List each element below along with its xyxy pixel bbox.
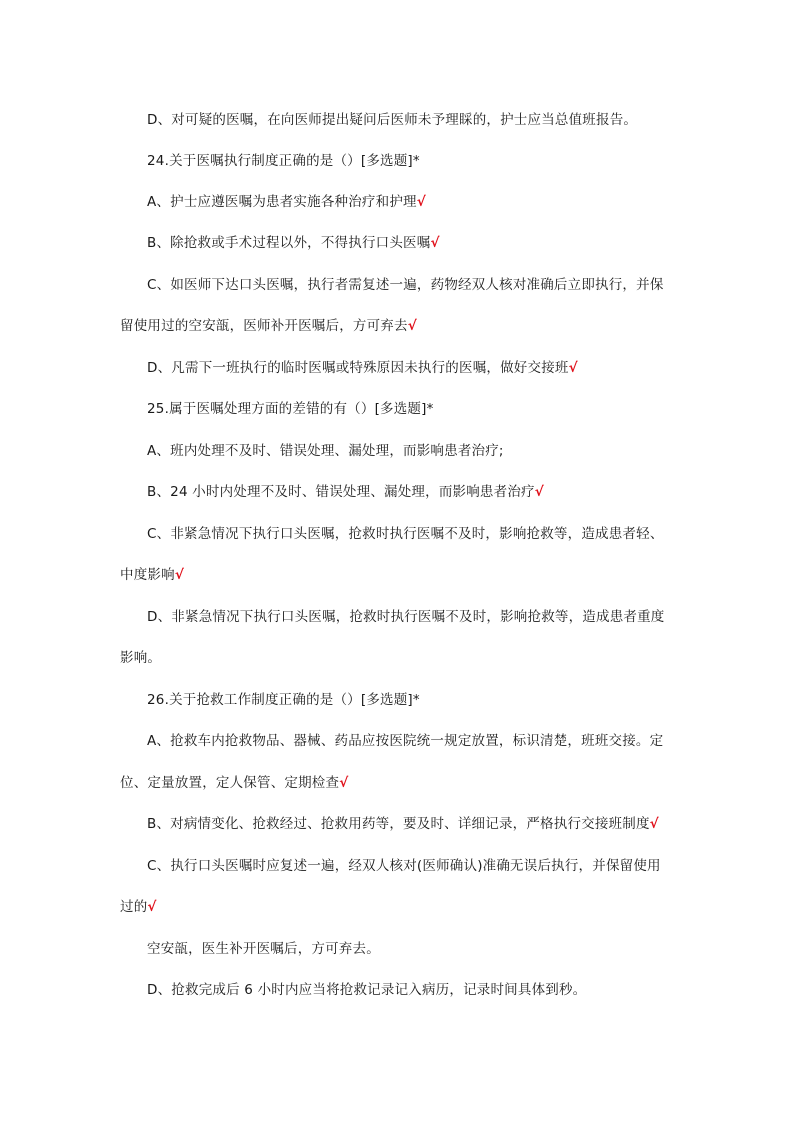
check-mark-icon: √ <box>147 899 157 915</box>
line-text: D、非紧急情况下执行口头医嘱，抢救时执行医嘱不及时，影响抢救等，造成患者重度 <box>147 609 665 625</box>
line-text: B、24 小时内处理不及时、错误处理、漏处理，而影响患者治疗 <box>147 484 535 500</box>
question-25-option-a <box>147 441 504 461</box>
question-24-option-b <box>147 233 440 253</box>
question-26-title <box>147 690 420 710</box>
line-text: 24.关于医嘱执行制度正确的是（）[多选题]* <box>147 153 420 169</box>
question-25-option-c <box>147 524 664 544</box>
line-text: D、抢救完成后 6 小时内应当将抢救记录记入病历，记录时间具体到秒。 <box>147 982 587 998</box>
check-mark-icon: √ <box>416 194 426 210</box>
check-mark-icon: √ <box>339 775 349 791</box>
question-24-option-d <box>147 358 578 378</box>
question-25-title <box>147 399 434 419</box>
question-23-option-d <box>147 110 637 130</box>
line-text: D、凡需下一班执行的临时医嘱或特殊原因未执行的医嘱，做好交接班 <box>147 360 569 376</box>
line-text: 位、定量放置，定人保管、定期检查 <box>120 775 340 791</box>
check-mark-icon: √ <box>407 318 417 334</box>
question-26-option-a <box>147 731 663 751</box>
question-24-option-a <box>147 192 426 212</box>
line-text: A、护士应遵医嘱为患者实施各种治疗和护理 <box>147 194 417 210</box>
line-text: C、执行口头医嘱时应复述一遍，经双人核对(医师确认)准确无误后执行，并保留使用 <box>147 858 661 874</box>
line-text: B、对病情变化、抢救经过、抢救用药等，要及时、详细记录，严格执行交接班制度 <box>147 816 650 832</box>
line-text: 中度影响 <box>120 567 175 583</box>
line-text: A、抢救车内抢救物品、器械、药品应按医院统一规定放置，标识清楚，班班交接。定 <box>147 733 664 749</box>
question-25-option-b <box>147 482 544 502</box>
line-text: B、除抢救或手术过程以外，不得执行口头医嘱 <box>147 235 431 251</box>
line-text: A、班内处理不及时、错误处理、漏处理，而影响患者治疗; <box>147 443 504 459</box>
line-text: 过的 <box>120 899 148 915</box>
question-26-option-b <box>147 814 659 834</box>
line-text: C、如医师下达口头医嘱，执行者需复述一遍，药物经双人核对准确后立即执行，并保 <box>147 277 664 293</box>
question-24-option-c <box>147 275 664 295</box>
line-text: 25.属于医嘱处理方面的差错的有（）[多选题]* <box>147 401 434 417</box>
question-24-title <box>147 151 420 171</box>
question-26-option-d <box>147 980 586 1000</box>
check-mark-icon: √ <box>430 235 440 251</box>
question-25-option-d <box>147 607 665 627</box>
check-mark-icon: √ <box>649 816 659 832</box>
question-26-option-a-cont <box>120 773 348 793</box>
check-mark-icon: √ <box>534 484 544 500</box>
line-text: C、非紧急情况下执行口头医嘱，抢救时执行医嘱不及时，影响抢救等，造成患者轻、 <box>147 526 664 542</box>
question-24-option-c-cont <box>120 316 417 336</box>
line-text: 影响。 <box>120 650 162 666</box>
line-text: 26.关于抢救工作制度正确的是（）[多选题]* <box>147 692 420 708</box>
question-25-option-c-cont <box>120 565 184 585</box>
line-text: 空安瓿，医生补开医嘱后，方可弃去。 <box>147 941 380 957</box>
line-text: 留使用过的空安瓿，医师补开医嘱后，方可弃去 <box>120 318 408 334</box>
question-26-option-c-cont <box>120 897 157 917</box>
question-26-option-c-note <box>147 939 380 959</box>
question-26-option-c <box>147 856 661 876</box>
line-text: D、对可疑的医嘱，在向医师提出疑问后医师未予理睬的，护士应当总值班报告。 <box>147 112 638 128</box>
check-mark-icon: √ <box>174 567 185 583</box>
question-25-option-d-cont <box>120 648 161 668</box>
check-mark-icon: √ <box>568 360 578 376</box>
